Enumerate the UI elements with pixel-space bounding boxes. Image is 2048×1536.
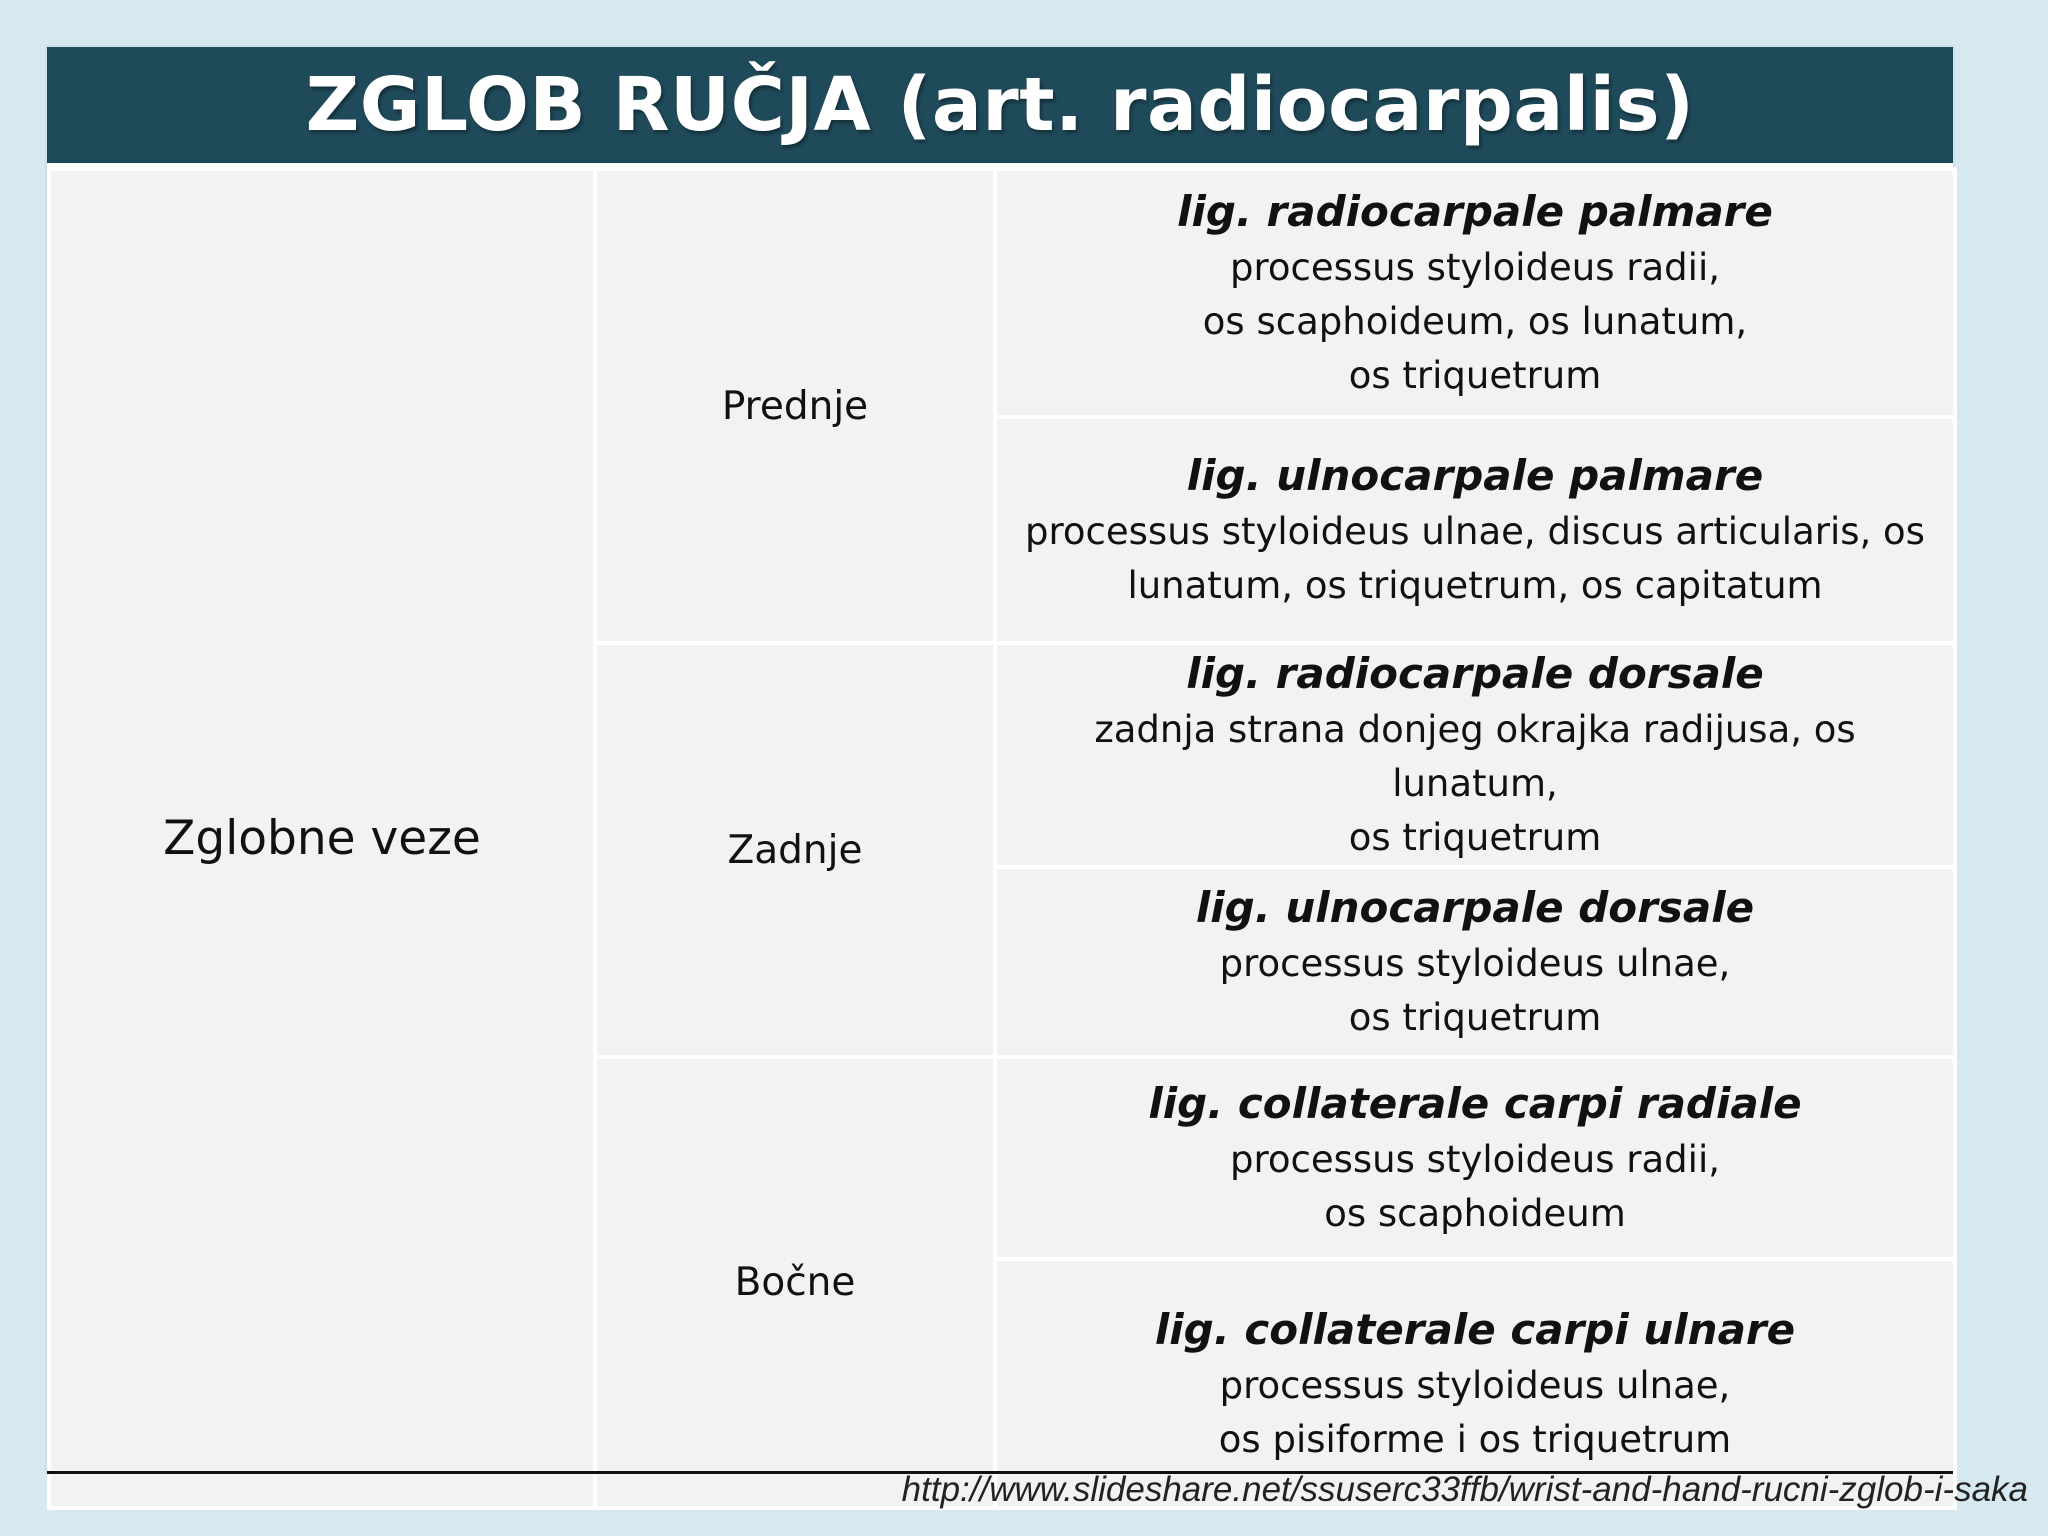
group-cell-zadnje — [595, 643, 995, 1057]
group-cell-bocne — [595, 1057, 995, 1508]
ligament-name: lig. radiocarpale palmare — [1177, 187, 1773, 236]
group-label: Bočne — [734, 1260, 856, 1305]
ligament-cell — [995, 417, 1955, 643]
ligament-name: lig. collaterale carpi ulnare — [1154, 1304, 1796, 1354]
table-row — [49, 169, 1955, 417]
group-label: Prednje — [721, 383, 869, 429]
ligament-name: lig. radiocarpale dorsale — [1186, 649, 1764, 698]
ligament-name: lig. ulnocarpale dorsale — [1195, 883, 1755, 932]
main-category-cell — [49, 169, 595, 1508]
ligament-description: processus styloideus ulnae, discus articularis, os lunatum, os triquetrum, os capitatum — [1025, 510, 1925, 607]
ligament-table — [47, 167, 1957, 1510]
ligament-name: lig. ulnocarpale palmare — [1186, 451, 1764, 500]
ligament-description: processus styloideus radii, os scaphoideum, os lunatum, os triquetrum — [1202, 246, 1748, 397]
slide — [47, 47, 1953, 1472]
title-bar — [47, 47, 1953, 163]
ligament-cell — [995, 169, 1955, 417]
slide-title: ZGLOB RUČJA (art. radiocarpalis) — [305, 62, 1695, 148]
ligament-description: zadnja strana donjeg okrajka radijusa, os lunatum, os triquetrum — [1094, 708, 1856, 859]
group-label: Zadnje — [727, 827, 863, 873]
ligament-name: lig. collaterale carpi radiale — [1148, 1079, 1802, 1128]
ligament-cell — [995, 867, 1955, 1057]
ligament-cell — [995, 1057, 1955, 1259]
ligament-description: processus styloideus radii, os scaphoideum — [1230, 1138, 1720, 1235]
group-cell-prednje — [595, 169, 995, 643]
main-category-label: Zglobne veze — [163, 811, 481, 866]
source-link[interactable]: http://www.slideshare.net/ssuserc33ffb/wrist-and-hand-rucni-zglob-i-saka — [901, 1470, 2028, 1509]
ligament-description: processus styloideus ulnae, os triquetrum — [1219, 942, 1731, 1039]
ligament-description: processus styloideus ulnae, os pisiforme i os triquetrum — [1218, 1363, 1732, 1461]
ligament-cell — [995, 643, 1955, 867]
